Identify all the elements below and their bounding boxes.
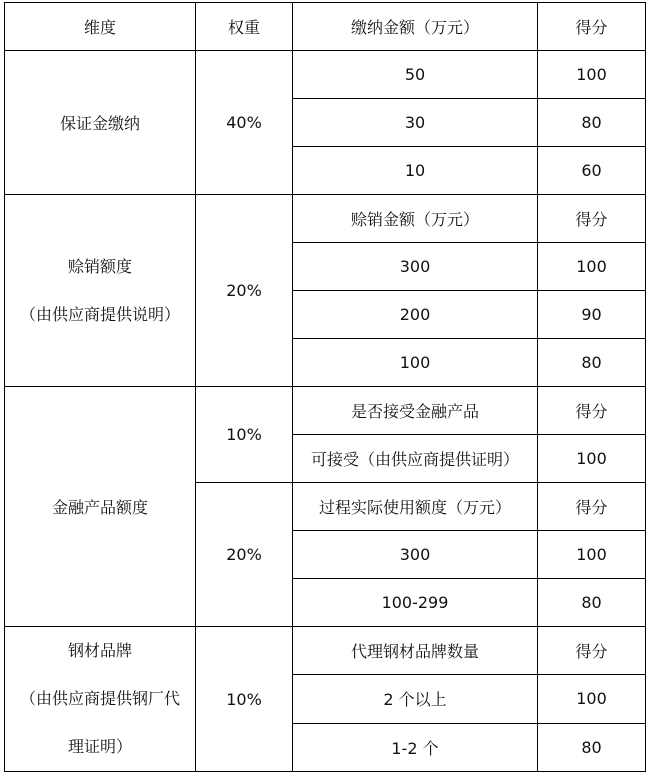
credit-sales-name: 赊销额度 <box>67 256 132 276</box>
deposit-score: 80 <box>538 99 646 147</box>
deposit-value: 10 <box>293 147 538 195</box>
steel-value: 1-2 个 <box>293 723 538 771</box>
credit-sales-value: 300 <box>293 243 538 291</box>
table-row <box>5 387 646 435</box>
credit-sales-score: 90 <box>538 291 646 339</box>
credit-sales-value: 200 <box>293 291 538 339</box>
steel-weight: 10% <box>196 627 293 772</box>
finance-usage-score: 80 <box>538 579 646 627</box>
finance-usage-sub-header: 过程实际使用额度（万元） <box>293 483 538 531</box>
steel-score: 100 <box>538 675 646 723</box>
credit-sales-score: 80 <box>538 339 646 387</box>
steel-note-line1: （由供应商提供钢厂代 <box>19 689 180 708</box>
steel-sub-header-score: 得分 <box>538 627 646 675</box>
credit-sales-sub-header: 赊销金额（万元） <box>293 195 538 243</box>
finance-accept-sub-header: 是否接受金融产品 <box>293 387 538 435</box>
deposit-score: 100 <box>538 51 646 99</box>
header-score: 得分 <box>538 3 646 51</box>
finance-usage-value: 300 <box>293 531 538 579</box>
table-row <box>5 195 646 243</box>
header-amount: 缴纳金额（万元） <box>293 3 538 51</box>
finance-usage-score: 100 <box>538 531 646 579</box>
header-dimension: 维度 <box>5 3 196 51</box>
finance-usage-weight: 20% <box>196 483 293 627</box>
finance-accept-sub-header-score: 得分 <box>538 387 646 435</box>
finance-usage-sub-header-score: 得分 <box>538 483 646 531</box>
credit-sales-score: 100 <box>538 243 646 291</box>
table-row <box>5 627 646 675</box>
finance-accept-score: 100 <box>538 435 646 483</box>
credit-sales-sub-header-score: 得分 <box>538 195 646 243</box>
finance-accept-weight: 10% <box>196 387 293 483</box>
deposit-value: 30 <box>293 99 538 147</box>
header-weight: 权重 <box>196 3 293 51</box>
steel-name: 钢材品牌 <box>67 641 132 660</box>
deposit-value: 50 <box>293 51 538 99</box>
table-row <box>5 51 646 99</box>
steel-note-line2: 理证明） <box>67 737 132 756</box>
deposit-score: 60 <box>538 147 646 195</box>
deposit-dimension: 保证金缴纳 <box>5 51 196 195</box>
steel-score: 80 <box>538 723 646 771</box>
finance-dimension: 金融产品额度 <box>5 387 196 627</box>
scoring-table <box>4 2 646 772</box>
header-row <box>5 3 646 51</box>
steel-sub-header: 代理钢材品牌数量 <box>293 627 538 675</box>
steel-dimension <box>5 627 196 772</box>
finance-accept-value: 可接受（由供应商提供证明） <box>293 435 538 483</box>
steel-value: 2 个以上 <box>293 675 538 723</box>
finance-usage-value: 100-299 <box>293 579 538 627</box>
deposit-weight: 40% <box>196 51 293 195</box>
credit-sales-weight: 20% <box>196 195 293 387</box>
credit-sales-dimension <box>5 195 196 387</box>
credit-sales-value: 100 <box>293 339 538 387</box>
credit-sales-note: （由供应商提供说明） <box>19 304 180 324</box>
